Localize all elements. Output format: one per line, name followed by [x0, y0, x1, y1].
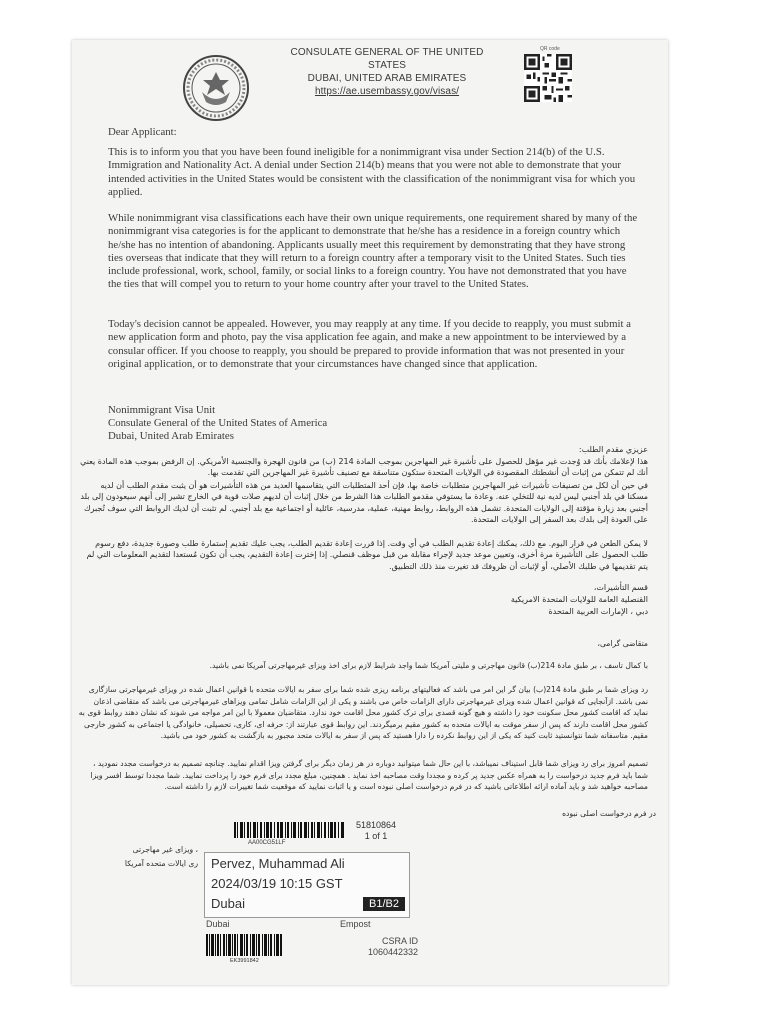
arabic-signature-city: دبي ، الإمارات العربية المتحدة — [548, 607, 648, 616]
csra-label: CSRA ID — [381, 936, 418, 946]
arabic-salutation: عزيزي مقدم الطلب: — [578, 445, 648, 454]
appointment-location: Dubai — [211, 896, 245, 911]
post-label: Dubai — [206, 919, 230, 929]
persian-overlay-fragment: در فرم درخواست اصلی نبوده — [506, 808, 656, 820]
barcode-code-label: AA00CG51LF — [248, 840, 286, 846]
tracking-barcode — [206, 934, 282, 956]
arabic-paragraph-ineligibility: هذا لإعلامك بأنك قد وُجدت غير مؤهل للحصول على تأشيرة غير المهاجرين بموجب المادة 214 (ب) من قانون الهجرة والجنسية الأمريكي. إن الرفض بموجب هذه المادة يعني أنك لم تتمكن من إثبات أن أنشطتك المقصودة في الولايات المتحدة ستكون متناسقة مع تصنيف تأشيرة غير المهاجرين التي تقدمت بها. — [80, 457, 648, 478]
visa-class-badge: B1/B2 — [363, 897, 405, 911]
arabic-paragraph-reapply: لا يمكن الطعن في قرار اليوم. مع ذلك، يمكنك إعادة تقديم الطلب في أي وقت. إذا قررت إعادة تقديم الطلب، يجب عليك تقديم إستمارة طلب وصورة جديدة، دفع رسوم طلب الحصول على التأشيرة مرة أخرى، وتعيين موعد جديد لإجراء مقابلة من قبل موظف قنصلي. إذا إخترت إعادة التقديم، يجب أن تكون مُستعدا لتقديم المعلومات التي لم يتم تقديمها في طلبك الأصلي، أو لإثبات أن ظروفك قد تغيرت منذ ذلك التطبيق. — [86, 539, 648, 571]
page-indicator: 1 of 1 — [364, 831, 388, 841]
persian-paragraph-requirements: رد ویزای شما بر طبق مادهٔ 214(ب) بیان گر این امر می باشد که فعالیتهای برنامه ریزی شده شما برای سفر به ایالات متحده با قوانین اعمال شده در ویزای غیرمهاجرتی سازگاری نمی باشد. ازآنجایی که قوانین اعمال شده ویزای غیرمهاجرتی دارای الزامات خاص می باشند و یکی از این الزامات شامل تمامی ویزاهای غیرمهاجرتی می باشد که متقاضی اذعان نماید که اقامت کشور محل سکونت خود را داشته و هیچ گونه قصدی برای ترک کشور محل اقامت خود ندارد. متقاضیان معمولا با این امر مواجه می شوند که نشان دهند روابط قوی به کشور محل اقامت دارند که پس از سفر موقت به ایالات متحده به کشور مقیم برمیگردند. این روابط قوی عبارتند از: حرفه ای، کاری، تحصیلی، خانوادگی یا اجتماعی به کشور خارجی مقیم. متاسفانه شما نتوانستید ثابت کنید که یکی از این روابط نکرده را دارا هستید که پس از سفر به ایالات متحد مجبور به بازگشت به کشور خود می باشید. — [78, 685, 648, 741]
case-number: 51810864 — [356, 820, 397, 830]
visa-website-link[interactable]: https://ae.usembassy.gov/visas/ — [314, 86, 460, 97]
paragraph-reapply: Today's decision cannot be appealed. However, you may reapply at any time. If you decide to reapply, you must submit a new application form and photo, pay the visa application fee again, and make a new appointment to be interviewed by a consular officer. If you choose to reapply, you should be prepared to provide information that was not presented in your original application, or to demonstrate that your circumstances have changed since that application. — [108, 318, 631, 370]
case-number-box — [356, 820, 396, 842]
signature-city: Dubai, United Arab Emirates — [108, 430, 234, 442]
courier-label: Empost — [340, 919, 371, 929]
applicant-name: Pervez, Muhammad Ali — [211, 856, 345, 871]
tracking-code-label: EK3991842 — [230, 958, 259, 964]
refusal-letter-page — [72, 40, 668, 985]
salutation: Dear Applicant: — [108, 126, 177, 138]
persian-paragraph-reapply: تصمیم امروز برای رد ویزای شما قابل استیناف نمیباشد، با این حال شما میتوانید دوباره در هر زمان دیگر برای گرفتن ویزا اقدام نمایید. چنانچه تصمیم به درخواست مجدد نمودید ، شما باید فرم جدید درخواست را به همراه عکس جدید پر کرده و مجددا وقت مصاحبه اخذ نماید . همچنین، مبلغ مجدد برای فرم خود را پرداخت نمایید. شما مجددا توسط افسر ویزا مصاحبه خواهید شد و باید آماده ارائه اطلاعاتی باشید که در فرم درخواست اصلی نبوده است و یا اثبات نمایید که موقعیت شما تغییرات لازم را داشته است. — [90, 759, 648, 792]
signature-consulate: Consulate General of the United States of America — [108, 417, 328, 429]
signature-unit: Nonimmigrant Visa Unit — [108, 404, 216, 416]
persian-fragment-1: ، ویزای غیر مهاجرتی — [132, 845, 198, 854]
paragraph-requirements: While nonimmigrant visa classifications each have their own unique requirements, one requirement shared by many of the nonimmigrant visa categories is for the applicant to demonstrate that he/she has a residence in a foreign country which he/she has no intention of abandoning. Applicants usually meet this requirement by demonstrating that they have strong ties overseas that indicate that they will return to a foreign country after a temporary visit to the United States. Such ties include professional, work, school, family, or social links to a foreign country. You have not demonstrated that you have the ties that will compel you to return to your home country after your travel to the United States. — [108, 212, 638, 291]
consulate-header — [272, 46, 502, 98]
appointment-datetime: 2024/03/19 10:15 GST — [211, 876, 343, 891]
document-barcode — [234, 822, 344, 838]
csra-id: 1060442332 — [367, 947, 418, 957]
paragraph-ineligibility: This is to inform you that you have been found ineligible for a nonimmigrant visa under Section 214(b) of the U.S. Immigration and Nationality Act. A denial under Section 214(b) means that you were not able to demonstrate that your intended activities in the United States would be consistent with the classification of the nonimmigrant visa for which you applied. — [108, 146, 636, 198]
qr-code-label: QR code — [540, 46, 560, 52]
persian-salutation: متقاضی گرامی، — [597, 639, 648, 648]
qr-code-icon — [524, 54, 572, 102]
arabic-paragraph-requirements: في حين أن لكل من تصنيفات تأشيرات غير المهاجرين متطلبات خاصة بها، فإن أحد المتطلبات التي يتقاسمها العديد من هذه التأشيرات هو أن يثبت مقدم الطلب أن لديه مسكنا في بلد أجنبي ليس لديه نية للتخلي عنه. وعادة ما يستوفي مقدمو الطلبات هذا الشرط من خلال إثبات أن لديهم صلات قوية في الخارج تشير إلى أنهم سيعودون إلى بلد أجنبي بعد زيارة مؤقتة إلى الولايات المتحدة. تشمل هذه الروابط، روابط مهنية، عملية، مدرسية، عائلية أو اجتماعية مع بلد أجنبي. لم تثبت أن لديك الروابط التي سوف تُجبرك على العودة إلى بلدك بعد السفر إلى الولايات المتحدة. — [80, 481, 648, 524]
persian-fragment-2: ری ایالات متحده آمریکا — [124, 859, 198, 868]
header-line-2: DUBAI, UNITED ARAB EMIRATES — [307, 73, 467, 84]
arabic-signature-unit: قسم التأشيرات، — [593, 583, 648, 592]
department-of-state-seal-icon — [182, 54, 250, 122]
applicant-sticker — [204, 852, 410, 918]
header-line-1: CONSULATE GENERAL OF THE UNITED STATES — [290, 47, 484, 71]
arabic-signature-consulate: القنصلية العامة للولايات المتحدة الامريكية — [510, 595, 648, 604]
persian-paragraph-ineligibility: با کمال تاسف ، بر طبق مادهٔ 214(ب) قانون مهاجرتی و ملیتی آمریکا شما واجد شرایط لازم برای اخذ ویزای غیرمهاجرتی آمریکا نمی باشید. — [209, 661, 648, 670]
csra-box — [354, 936, 418, 958]
